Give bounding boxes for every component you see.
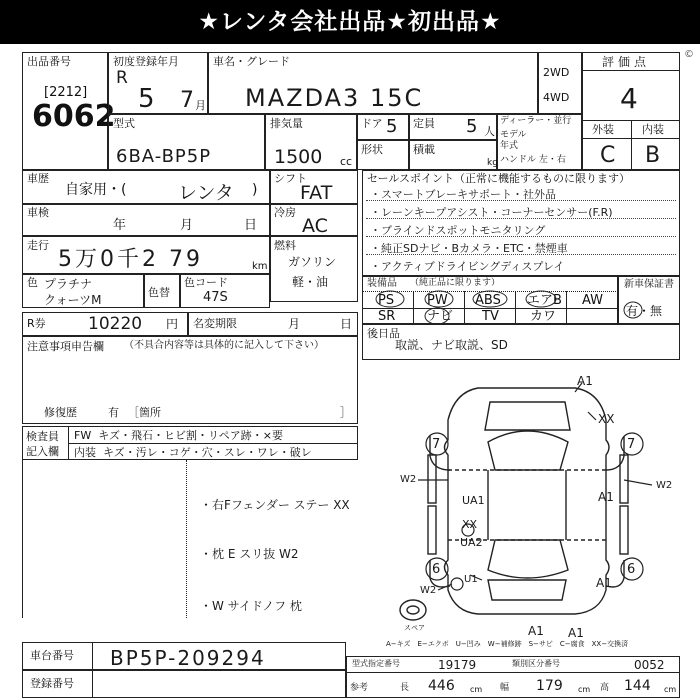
color-code-label: 色コード [184,276,228,289]
equip-aw: AW [582,293,604,308]
mark-ua1: UA1 [462,494,485,507]
vehicle-type-label: 車歴 [27,172,49,185]
insp-int-scratch: キズ・ [103,446,136,459]
vehicle-type-value: 自家用・( [65,182,127,198]
inspector-label-2: 記入欄 [26,445,59,458]
repair-label: 修復歴 [44,406,77,419]
banner: ★レンタ会社出品★初出品★ [0,0,700,44]
inspector-note-3: ・W サイドノフ 枕 [200,599,302,613]
width-unit: cm [578,685,591,694]
first-reg-year: 5 [138,84,155,114]
color-code: 47S [203,290,228,305]
recycle-value: 10220 [88,314,143,334]
inspection-month: 月 [180,218,194,233]
color-change-label: 色替 [148,286,170,299]
doors-label: ドア [361,117,383,130]
first-reg-era: R [116,68,128,88]
mark-w2-rear: W2 [420,585,437,596]
color-value: プラチナ クォーツM [44,277,102,307]
model-spec-label: 型式指定番号 [352,659,400,668]
car-name-value: MAZDA3 15C [245,84,424,112]
mark-ua2: UA2 [460,536,483,549]
insp-crack: ・ヒビ割 [153,429,197,442]
ac-label: 冷房 [274,206,296,219]
name-change-day: 日 [340,317,353,331]
later-label: 後日品 [367,327,400,340]
insp-repair: ・リペア跡 [197,429,252,442]
inspector-note-1: ・右Fフェンダー ステー XX [200,498,350,512]
insp-need: ・×要 [251,429,283,442]
new-car-value: 有・無 [626,304,663,318]
mark-w2-left: W2 [400,474,417,485]
mark-u1: U1 [464,574,478,585]
mark-xx-front: XX [598,412,615,426]
height-label: 高 [600,683,610,693]
load-unit: kg [487,158,498,168]
sales-point-3: ・ブラインドスポットモニタリング [370,224,546,237]
score-ext: C [600,143,616,168]
model-label: 型式 [113,117,135,130]
width-value: 179 [536,678,563,694]
mark-a1-right-door: A1 [598,490,614,504]
legend: A−キズ E−エクボ U−凹み W−補修跡 S−サビ C−腐食 XX−交換済 [386,640,629,648]
name-change-label: 名変期限 [193,317,237,330]
mark-6-right: 6 [627,562,636,577]
equip-airbag: エアB [527,293,562,308]
mark-7-left: 7 [432,437,441,452]
mark-a1-bottom-2: A1 [568,626,584,640]
equip-ps: PS [378,293,395,308]
mark-xx-left: XX [462,518,478,531]
inspection-label: 車検 [27,206,49,219]
category-label: 類別区分番号 [512,659,560,668]
displacement-value: 1500 [274,146,323,168]
fuel-label: 燃料 [274,239,296,252]
shift-label: シフト [274,172,307,185]
lot-bracket-no: [2212] [44,85,88,100]
drive-4wd: 4WD [543,91,570,104]
equip-navi: ナビ [427,309,454,324]
category-value: 0052 [634,658,665,672]
vehicle-type-hw: レンタ [178,182,234,204]
height-value: 144 [624,678,651,694]
mark-7-right: 7 [627,437,636,452]
repair-bracket-close: ］ [340,406,351,419]
equipment-desc: （純正品に限ります） [410,278,501,288]
inspection-year: 年 [113,218,127,233]
width-label: 幅 [500,683,510,693]
dealer-year-label: 年式 [500,141,519,151]
mark-w2-right: W2 [656,480,673,491]
dealer-label: ディーラー・並行 [500,116,572,126]
first-reg-label: 初度登録年月 [113,55,179,68]
inspector-label: 検査員 [26,430,59,443]
model-value: 6BA-BP5P [116,146,212,167]
insp-tear: ・ワレ・破レ [245,446,312,459]
capacity-value: 5 [466,116,478,137]
later-value: 取説、ナビ取説、SD [395,338,508,352]
equip-sr: SR [378,309,396,324]
color-label: 色 [27,276,38,289]
vehicle-type-close: ) [252,182,258,198]
len-label: 長 [400,683,410,693]
lot-label: 出品番号 [27,55,71,68]
equipment-label: 装備品 [367,278,397,289]
repair-place: ［箇所 [128,406,161,419]
mileage-unit: km [252,261,268,272]
load-label: 積載 [413,143,435,156]
shape-label: 形状 [361,143,383,156]
inspection-day: 日 [244,218,258,233]
equip-leather: カワ [530,309,557,324]
notes-desc: （不具合内容等は具体的に記入して下さい） [124,340,324,351]
dealer-model-label: モデル [500,130,527,140]
spare-label: スペア [404,624,425,632]
sales-point-2: ・レーンキープアシスト・コーナーセンサー(F.R) [370,206,613,219]
score-ext-label: 外装 [592,123,614,136]
recycle-label: R券 [27,317,46,330]
equip-pw: PW [427,293,448,308]
len-value: 446 [428,678,455,694]
notes-label: 注意事項申告欄 [27,340,104,353]
mileage-label: 走行 [27,239,49,252]
ref-label: 参考 [350,683,369,693]
reg-no-label: 登録番号 [30,677,74,690]
dealer-handle: ハンドル 左・右 [500,155,566,165]
displacement-unit: cc [340,155,353,168]
insp-dirt: 汚レ [135,446,158,459]
equip-abs: ABS [475,293,501,308]
name-change-month: 月 [288,317,301,331]
inspector-note-2: ・枕 E スリ抜 W2 [200,547,299,561]
len-unit: cm [470,685,483,694]
fuel-gas: ガソリン [288,255,337,269]
repair-value: 有 [108,406,119,419]
sales-point-4: ・純正SDナビ・Bカメラ・ETC・禁煙車 [370,242,568,255]
first-reg-month-unit: 月 [195,99,206,112]
displacement-label: 排気量 [270,117,303,130]
drive-2wd: 2WD [543,66,570,79]
fuel-light: 軽・油 [292,275,329,289]
insp-burn: ・コゲ・穴・ [157,446,224,459]
first-reg-month: 7 [180,88,194,113]
sales-points-label: セールスポイント（正常に機能するものに限ります） [367,172,631,185]
score-int: B [645,143,661,168]
mark-6-left: 6 [432,562,441,577]
sales-point-1: ・スマートブレーキサポート・社外品 [370,188,557,201]
mileage-value: 5万0千2 79 [58,247,203,272]
insp-stone: 飛石 [131,429,153,442]
capacity-unit: 人 [484,125,495,138]
score-int-label: 内装 [642,123,664,136]
new-car-label: 新車保証書 [624,279,674,290]
ac-value: AC [302,215,328,237]
model-spec-value: 19179 [438,658,477,672]
insp-fw: FW [74,429,92,442]
mark-a1-top: A1 [577,374,593,388]
car-name-label: 車名・グレード [213,55,290,68]
top-right-partial: © [684,49,694,60]
insp-scratch: キズ・ [98,429,131,442]
insp-rub: スレ [223,446,246,459]
score-value: 4 [620,82,638,115]
lot-number: 6062 [32,99,116,134]
chassis-label: 車台番号 [30,649,74,662]
sales-point-5: ・アクティブドライビングディスプレイ [370,260,565,273]
score-label: 評価点 [602,55,651,69]
mark-a1-right-rear: A1 [596,576,612,590]
mark-a1-bottom: A1 [528,624,544,638]
shift-value: FAT [300,182,333,204]
insp-interior: 内装 [74,446,96,459]
chassis-value: BP5P-209294 [110,646,266,670]
recycle-unit: 円 [166,317,179,331]
equip-tv: TV [482,309,499,324]
doors-value: 5 [386,116,398,137]
height-unit: cm [664,685,677,694]
capacity-label: 定員 [413,117,435,130]
